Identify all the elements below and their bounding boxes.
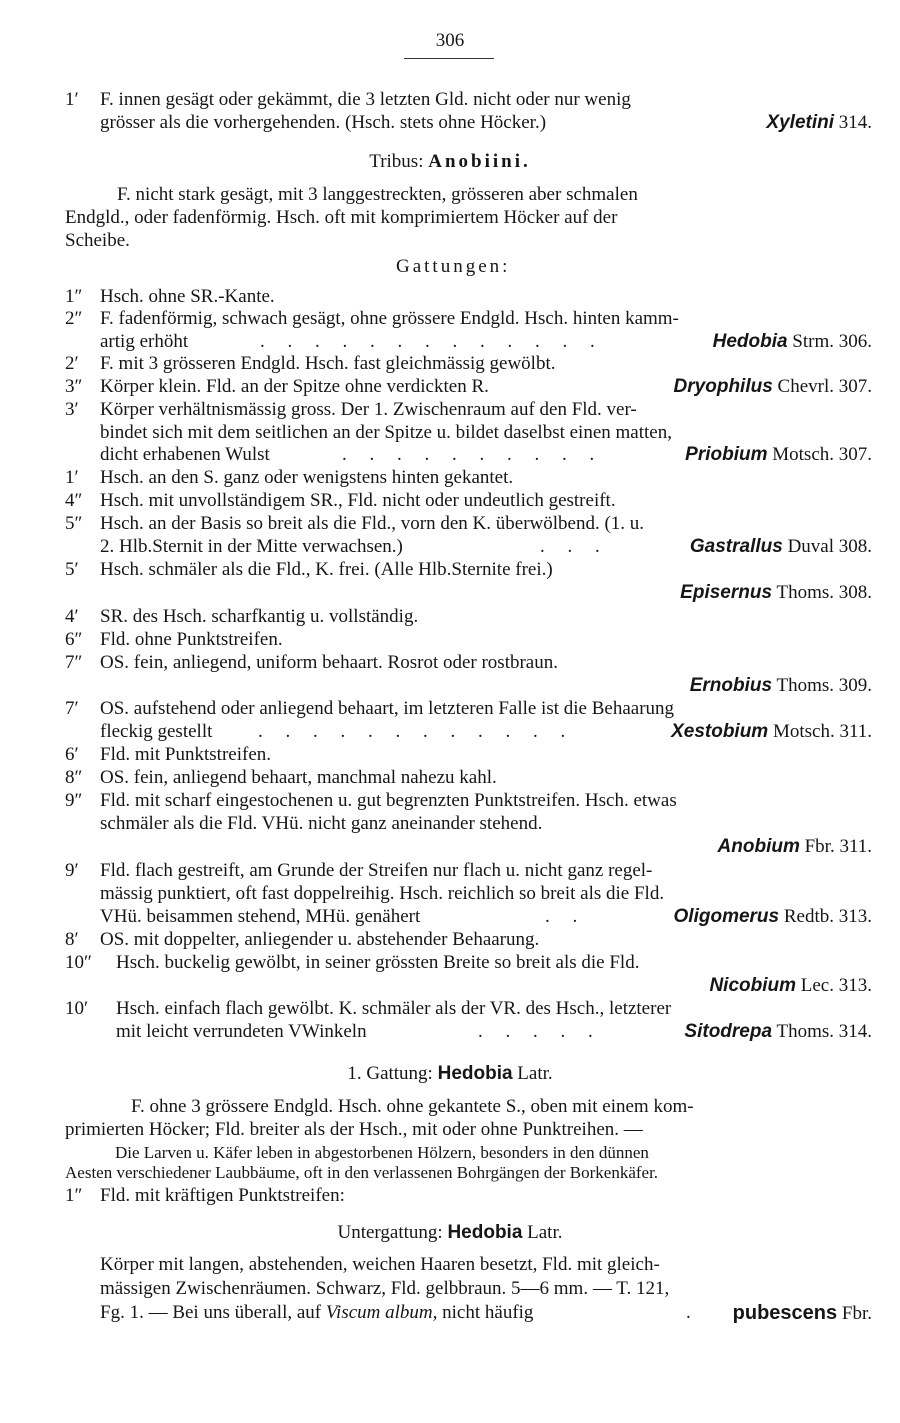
key-line [0, 111, 900, 135]
tribus-desc-text: Scheibe. [65, 230, 130, 251]
tribus-desc-text: Endgld., oder fadenförmig. Hsch. oft mit komprimiertem Höcker auf der [65, 207, 618, 228]
key-number: 3″ [65, 376, 83, 397]
gattung-desc-text: Die Larven u. Käfer leben in abgestorbenen Hölzern, besonders in den dünnen [115, 1143, 649, 1162]
gattung-author: Latr. [517, 1063, 553, 1084]
untergattung-author: Latr. [527, 1222, 563, 1243]
leader-dots: . . . . . . . . . . . . [258, 721, 575, 742]
key-text: mässig punktiert, oft fast doppelreihig. Hsch. reichlich so breit als die Fld. [100, 883, 665, 904]
genus-name: Gastrallus [689, 536, 783, 557]
gattung-desc-line [0, 1118, 900, 1142]
key-line [0, 466, 900, 490]
page-ref: Thoms. 314. [776, 1021, 872, 1042]
key-text: Körper verhältnismässig gross. Der 1. Zwischenraum auf den Fld. ver- [100, 399, 637, 420]
genus-result [718, 835, 872, 859]
key-text: Hsch. einfach flach gewölbt. K. schmäler als der VR. des Hsch., letzterer [116, 998, 672, 1019]
key-line [0, 628, 900, 652]
page-ref: Redtb. 313. [783, 906, 872, 927]
key-number: 9″ [65, 790, 83, 811]
key-text: mit leicht verrundeten VWinkeln [116, 1021, 367, 1042]
key-number: 8′ [65, 929, 79, 950]
page-ref: Motsch. 307. [772, 444, 872, 465]
key-line [0, 835, 900, 859]
key-text: Hsch. an den S. ganz oder wenigstens hinten gekantet. [100, 467, 514, 488]
key-text: Körper klein. Fld. an der Spitze ohne verdickten R. [100, 376, 489, 397]
key-line [0, 651, 900, 675]
species-locality-text: Fg. 1. — Bei uns überall, auf [100, 1302, 322, 1323]
key-text: OS. aufstehend oder anliegend behaart, im letzteren Falle ist die Behaarung [100, 698, 675, 719]
key-line [0, 743, 900, 767]
untergattung-heading [0, 1221, 900, 1245]
key-line [0, 558, 900, 582]
key-number: 10′ [65, 998, 89, 1019]
key-number: 2″ [65, 308, 83, 329]
key-number: 10″ [65, 952, 92, 973]
key-line [0, 859, 900, 883]
page-ref: Motsch. 311. [772, 721, 872, 742]
key-line [0, 928, 900, 952]
key-text: F. innen gesägt oder gekämmt, die 3 letzten Gld. nicht oder nur wenig [100, 89, 631, 110]
gattungen-label: Gattungen: [396, 256, 511, 277]
tribus-name: Anobiini. [428, 151, 531, 172]
key-text: Hsch. an der Basis so breit als die Fld., vorn den K. überwölbend. (1. u. [100, 513, 645, 534]
gattung-desc-line [0, 1095, 900, 1119]
key-text: OS. mit doppelter, anliegender u. abstehender Behaarung. [100, 929, 540, 950]
genus-name: Episernus [680, 582, 773, 603]
key-text: VHü. beisammen stehend, MHü. genähert [100, 906, 421, 927]
key-line [0, 489, 900, 513]
gattung-desc-text: F. ohne 3 grössere Endgld. Hsch. ohne gekantete S., oben mit einem kom- [131, 1096, 694, 1117]
key-line [0, 421, 900, 445]
key-number: 4″ [65, 490, 83, 511]
genus-result [709, 974, 872, 998]
key-number: 4′ [65, 606, 79, 627]
header-rule [404, 58, 494, 59]
page-ref: 314. [838, 112, 872, 133]
genus-name: Xyletini [766, 112, 834, 133]
key-text: bindet sich mit dem seitlichen an der Spitze u. bildet daselbst einen matten, [100, 422, 672, 443]
key-text: Hsch. mit unvollständigem SR., Fld. nicht oder undeutlich gestreift. [100, 490, 616, 511]
key-text: Hsch. ohne SR.-Kante. [100, 286, 275, 307]
key-line [0, 307, 900, 331]
key-number: 1′ [65, 89, 79, 110]
genus-result [674, 905, 872, 929]
key-line [0, 674, 900, 698]
species-locality [100, 1301, 533, 1325]
genus-result [713, 330, 872, 354]
tribus-desc-line [0, 206, 900, 230]
key-line [0, 352, 900, 376]
key-number: 5′ [65, 559, 79, 580]
key-number: 6′ [65, 744, 79, 765]
key-text: Hsch. schmäler als die Fld., K. frei. (Alle Hlb.Sternite frei.) [100, 559, 553, 580]
page-number: 306 [435, 30, 465, 51]
tribus-label: Tribus: [369, 151, 424, 172]
gattung-name: Hedobia [437, 1063, 513, 1084]
key-text: dicht erhabenen Wulst [100, 444, 270, 465]
key-number: 3′ [65, 399, 79, 420]
key-line [0, 398, 900, 422]
genus-name: Priobium [685, 444, 768, 465]
leader-dots: . . [545, 906, 587, 927]
key-text: Fld. mit scharf eingestochenen u. gut begrenzten Punktstreifen. Hsch. etwas [100, 790, 677, 811]
key-line [0, 974, 900, 998]
key-text: schmäler als die Fld. VHü. nicht ganz aneinander stehend. [100, 813, 543, 834]
key-text: artig erhöht [100, 331, 189, 352]
key-line [0, 697, 900, 721]
genus-name: Sitodrepa [684, 1021, 773, 1042]
gattung-prefix: 1. Gattung: [347, 1063, 433, 1084]
tribus-desc-text: F. nicht stark gesägt, mit 3 langgestreckten, grösseren aber schmalen [117, 184, 638, 205]
genus-name: Ernobius [689, 675, 773, 696]
key-number: 5″ [65, 513, 83, 534]
key-text: SR. des Hsch. scharfkantig u. vollständig. [100, 606, 419, 627]
key-text: OS. fein, anliegend, uniform behaart. Rosrot oder rostbraun. [100, 652, 558, 673]
page-ref: Fbr. 311. [804, 836, 872, 857]
key-line [0, 720, 900, 744]
page-ref: Strm. 306. [792, 331, 872, 352]
page-ref: Thoms. 308. [776, 582, 872, 603]
key-line [0, 88, 900, 112]
key-line [0, 882, 900, 906]
key-line [0, 1020, 900, 1044]
key-line [0, 512, 900, 536]
leader-dots: . . . . . . . . . . [342, 444, 604, 465]
leader-dot: . [686, 1302, 691, 1323]
species-name: pubescens [732, 1302, 838, 1324]
species-desc-text: mässigen Zwischenräumen. Schwarz, Fld. gelbbraun. 5—6 mm. — T. 121, [100, 1278, 670, 1299]
genus-name: Hedobia [712, 331, 788, 352]
species-result [733, 1301, 872, 1326]
key-text: 2. Hlb.Sternit in der Mitte verwachsen.) [100, 536, 403, 557]
key-number: 7″ [65, 652, 83, 673]
key-line [0, 535, 900, 559]
genus-result [684, 1020, 872, 1044]
genus-result [685, 443, 872, 467]
leader-dots: . . . . . [478, 1021, 602, 1042]
key-line [0, 1184, 900, 1208]
key-number: 7′ [65, 698, 79, 719]
key-number: 9′ [65, 860, 79, 881]
untergattung-prefix: Untergattung: [337, 1222, 443, 1243]
key-line [0, 330, 900, 354]
key-line [0, 375, 900, 399]
tribus-desc-line [0, 183, 900, 207]
key-text: Hsch. buckelig gewölbt, in seiner grössten Breite so breit als die Fld. [116, 952, 640, 973]
key-text: Fld. mit Punktstreifen. [100, 744, 271, 765]
genus-result [680, 581, 872, 605]
genus-result [674, 375, 872, 399]
key-line [0, 997, 900, 1021]
key-line [0, 789, 900, 813]
key-line [0, 812, 900, 836]
leader-dots: . . . [540, 536, 609, 557]
genus-name: Nicobium [709, 975, 797, 996]
key-text: Fld. mit kräftigen Punktstreifen: [100, 1185, 345, 1206]
genus-result [690, 535, 872, 559]
species-desc-text: Körper mit langen, abstehenden, weichen Haaren besetzt, Fld. mit gleich- [100, 1254, 660, 1275]
genus-name: Xestobium [671, 721, 769, 742]
genus-name: Dryophilus [673, 376, 773, 397]
genus-result [671, 720, 872, 744]
key-number: 1′ [65, 467, 79, 488]
key-text: F. fadenförmig, schwach gesägt, ohne grössere Endgld. Hsch. hinten kamm- [100, 308, 679, 329]
page-ref: Chevrl. 307. [777, 376, 872, 397]
key-number: 1″ [65, 286, 83, 307]
species-desc-line [0, 1253, 900, 1277]
species-desc-line [0, 1277, 900, 1301]
page-ref: Duval 308. [787, 536, 872, 557]
gattungen-heading [0, 255, 900, 279]
untergattung-name: Hedobia [447, 1222, 523, 1243]
tribus-desc-line [0, 229, 900, 253]
species-desc-line [0, 1301, 900, 1325]
genus-name: Oligomerus [673, 906, 780, 927]
host-plant: Viscum album, [325, 1302, 438, 1323]
gattung-heading [0, 1062, 900, 1086]
genus-name: Anobium [717, 836, 800, 857]
key-text: Fld. flach gestreift, am Grunde der Streifen nur flach u. nicht ganz regel- [100, 860, 653, 881]
key-line [0, 285, 900, 309]
frequency-text: nicht häufig [442, 1302, 534, 1323]
tribus-heading [0, 150, 900, 174]
genus-result [766, 111, 872, 135]
key-text: grösser als die vorhergehenden. (Hsch. stets ohne Höcker.) [100, 112, 547, 133]
key-text: fleckig gestellt [100, 721, 213, 742]
key-line [0, 605, 900, 629]
key-line [0, 581, 900, 605]
key-number: 6″ [65, 629, 83, 650]
species-author: Fbr. [841, 1303, 872, 1324]
key-line [0, 443, 900, 467]
key-line [0, 905, 900, 929]
key-number: 2′ [65, 353, 79, 374]
page-ref: Thoms. 309. [776, 675, 872, 696]
key-number: 8″ [65, 767, 83, 788]
leader-dots: . . . . . . . . . . . . . [260, 331, 604, 352]
key-line [0, 951, 900, 975]
key-text: F. mit 3 grösseren Endgld. Hsch. fast gleichmässig gewölbt. [100, 353, 556, 374]
key-text: Fld. ohne Punktstreifen. [100, 629, 283, 650]
key-text: OS. fein, anliegend behaart, manchmal nahezu kahl. [100, 767, 497, 788]
gattung-desc-text: Aesten verschiedener Laubbäume, oft in den verlassenen Bohrgängen der Borkenkäfer. [65, 1163, 659, 1182]
key-line [0, 766, 900, 790]
page-ref: Lec. 313. [800, 975, 872, 996]
gattung-desc-line [0, 1161, 900, 1185]
gattung-desc-text: primierten Höcker; Fld. breiter als der Hsch., mit oder ohne Punktreihen. — [65, 1119, 643, 1140]
key-number: 1″ [65, 1185, 83, 1206]
genus-result [690, 674, 872, 698]
